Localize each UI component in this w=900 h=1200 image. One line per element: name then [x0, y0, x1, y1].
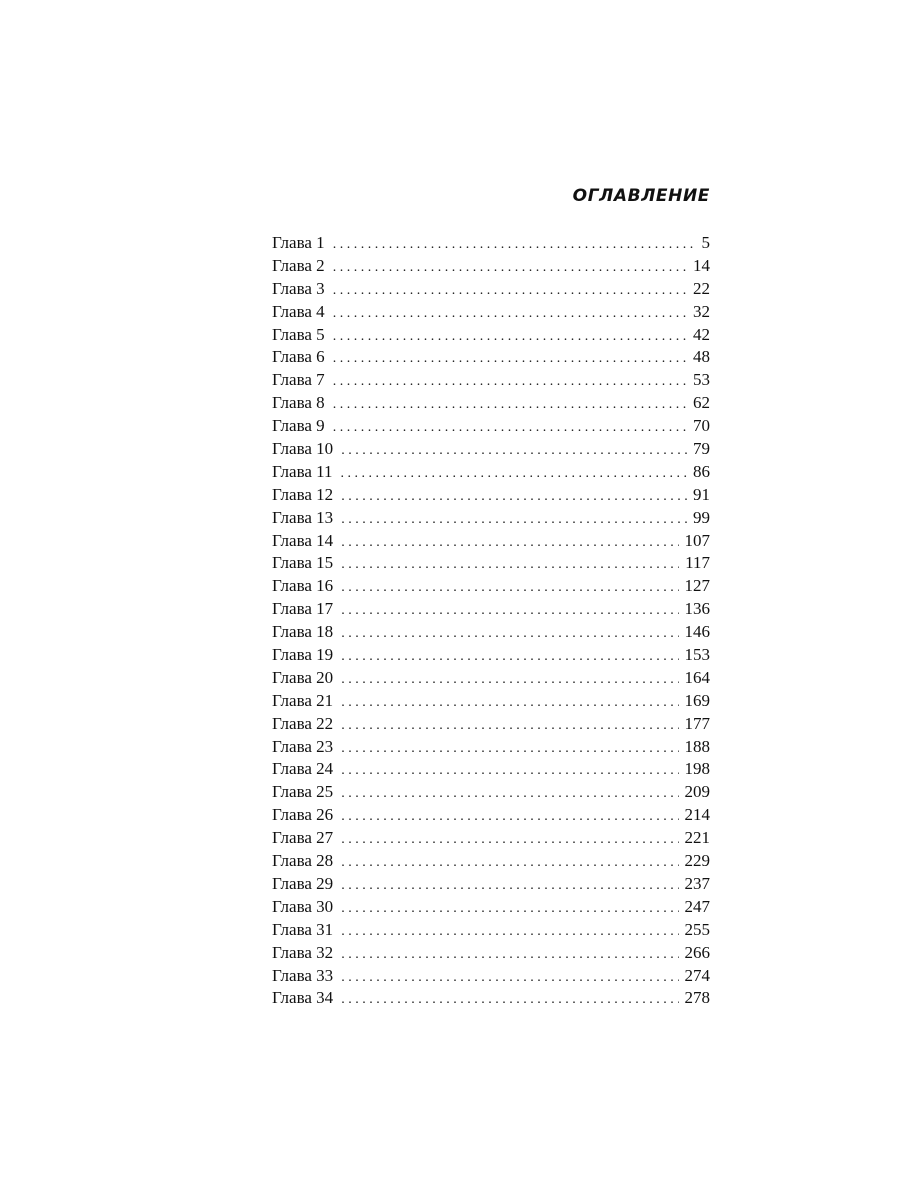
toc-entry[interactable]	[272, 461, 710, 484]
toc-entry-page-number: 99	[693, 507, 710, 527]
dot-leader	[333, 303, 687, 326]
dot-leader	[341, 783, 678, 806]
toc-entry-page-number: 32	[693, 301, 710, 321]
toc-entry-label: Глава 3	[272, 278, 325, 298]
toc-entry[interactable]	[272, 301, 710, 324]
dot-leader	[341, 829, 678, 852]
toc-entry[interactable]	[272, 644, 710, 667]
toc-entry-page-number: 22	[693, 278, 710, 298]
toc-entry-label: Глава 5	[272, 324, 325, 344]
toc-entry-label: Глава 20	[272, 667, 334, 687]
toc-entry-page-number: 48	[693, 347, 710, 367]
toc-entry-label: Глава 14	[272, 530, 334, 550]
toc-entry-label: Глава 16	[272, 576, 334, 596]
toc-entry-label: Глава 33	[272, 965, 334, 985]
toc-entry-page-number: 198	[684, 759, 710, 779]
toc-entry-page-number: 53	[693, 370, 710, 390]
toc-entry-page-number: 266	[684, 942, 710, 962]
dot-leader	[341, 921, 678, 944]
dot-leader	[341, 875, 678, 898]
dot-leader	[333, 348, 687, 371]
toc-entry-label: Глава 10	[272, 439, 334, 459]
toc-entry-label: Глава 21	[272, 690, 334, 710]
toc-entry[interactable]	[272, 781, 710, 804]
toc-entry[interactable]	[272, 369, 710, 392]
toc-entry-label: Глава 26	[272, 805, 334, 825]
toc-entry-label: Глава 22	[272, 713, 334, 733]
toc-entry-label: Глава 23	[272, 736, 334, 756]
dot-leader	[341, 692, 678, 715]
toc-entry[interactable]	[272, 415, 710, 438]
toc-entry-page-number: 42	[693, 324, 710, 344]
toc-entry[interactable]	[272, 850, 710, 873]
toc-entry-label: Глава 28	[272, 851, 334, 871]
dot-leader	[341, 967, 678, 990]
table-of-contents	[272, 232, 710, 1010]
toc-entry[interactable]	[272, 873, 710, 896]
dot-leader	[341, 806, 678, 829]
toc-entry-page-number: 79	[693, 439, 710, 459]
toc-entry[interactable]	[272, 346, 710, 369]
toc-entry[interactable]	[272, 232, 710, 255]
toc-entry[interactable]	[272, 804, 710, 827]
toc-entry-page-number: 62	[693, 393, 710, 413]
toc-entry-label: Глава 24	[272, 759, 334, 779]
toc-entry[interactable]	[272, 278, 710, 301]
toc-entry[interactable]	[272, 942, 710, 965]
toc-entry[interactable]	[272, 713, 710, 736]
toc-entry-label: Глава 9	[272, 416, 325, 436]
dot-leader	[341, 532, 678, 555]
toc-entry-page-number: 188	[684, 736, 710, 756]
dot-leader	[333, 326, 687, 349]
dot-leader	[333, 234, 696, 257]
toc-entry-label: Глава 27	[272, 828, 334, 848]
toc-entry[interactable]	[272, 438, 710, 461]
toc-entry[interactable]	[272, 530, 710, 553]
toc-entry-page-number: 237	[684, 873, 710, 893]
toc-entry-page-number: 5	[701, 233, 710, 252]
dot-leader	[341, 852, 678, 875]
toc-entry-label: Глава 12	[272, 484, 334, 504]
toc-entry[interactable]	[272, 690, 710, 713]
toc-entry-label: Глава 13	[272, 507, 334, 527]
toc-entry-page-number: 278	[684, 988, 710, 1008]
toc-entry[interactable]	[272, 758, 710, 781]
toc-entry[interactable]	[272, 255, 710, 278]
toc-entry-label: Глава 15	[272, 553, 334, 573]
dot-leader	[341, 440, 687, 463]
toc-entry-page-number: 117	[685, 553, 710, 573]
dot-leader	[341, 944, 678, 967]
toc-entry-label: Глава 25	[272, 782, 334, 802]
dot-leader	[341, 738, 678, 761]
toc-entry[interactable]	[272, 987, 710, 1010]
toc-entry[interactable]	[272, 507, 710, 530]
toc-entry-label: Глава 8	[272, 393, 325, 413]
toc-entry[interactable]	[272, 736, 710, 759]
toc-entry-label: Глава 34	[272, 988, 334, 1008]
toc-entry-label: Глава 32	[272, 942, 334, 962]
dot-leader	[333, 257, 687, 280]
toc-entry-label: Глава 11	[272, 461, 333, 481]
toc-entry-label: Глава 18	[272, 622, 334, 642]
dot-leader	[341, 898, 678, 921]
toc-entry-label: Глава 30	[272, 896, 334, 916]
toc-entry-label: Глава 29	[272, 873, 334, 893]
dot-leader	[341, 760, 678, 783]
toc-entry[interactable]	[272, 484, 710, 507]
toc-entry-page-number: 107	[684, 530, 710, 550]
toc-entry-page-number: 247	[684, 896, 710, 916]
toc-entry[interactable]	[272, 667, 710, 690]
toc-entry[interactable]	[272, 552, 710, 575]
toc-entry-page-number: 164	[684, 667, 710, 687]
dot-leader	[341, 463, 687, 486]
toc-entry[interactable]	[272, 324, 710, 347]
dot-leader	[333, 394, 687, 417]
toc-entry[interactable]	[272, 598, 710, 621]
toc-entry[interactable]	[272, 621, 710, 644]
toc-entry-page-number: 136	[684, 599, 710, 619]
toc-entry-page-number: 86	[693, 461, 710, 481]
toc-entry-label: Глава 6	[272, 347, 325, 367]
dot-leader	[341, 600, 678, 623]
dot-leader	[341, 989, 678, 1012]
toc-entry-page-number: 153	[684, 645, 710, 665]
dot-leader	[341, 554, 679, 577]
dot-leader	[341, 669, 678, 692]
toc-entry-page-number: 214	[684, 805, 710, 825]
toc-entry-page-number: 70	[693, 416, 710, 436]
toc-entry-label: Глава 19	[272, 645, 334, 665]
dot-leader	[333, 371, 687, 394]
toc-entry[interactable]	[272, 575, 710, 598]
toc-entry-label: Глава 17	[272, 599, 334, 619]
toc-entry[interactable]	[272, 965, 710, 988]
toc-entry-page-number: 14	[693, 255, 710, 275]
toc-entry-page-number: 169	[684, 690, 710, 710]
dot-leader	[341, 623, 678, 646]
toc-entry-page-number: 177	[684, 713, 710, 733]
dot-leader	[333, 280, 687, 303]
dot-leader	[333, 417, 687, 440]
toc-entry[interactable]	[272, 392, 710, 415]
toc-entry[interactable]	[272, 896, 710, 919]
page-title: ОГЛАВЛЕНИЕ	[572, 186, 710, 206]
toc-entry-label: Глава 2	[272, 255, 325, 275]
toc-entry-page-number: 255	[684, 919, 710, 939]
toc-entry-page-number: 209	[684, 782, 710, 802]
toc-entry-label: Глава 4	[272, 301, 325, 321]
toc-entry-label: Глава 31	[272, 919, 334, 939]
toc-entry-page-number: 91	[693, 484, 710, 504]
dot-leader	[341, 577, 678, 600]
dot-leader	[341, 646, 678, 669]
toc-entry-page-number: 221	[684, 828, 710, 848]
toc-entry-page-number: 127	[684, 576, 710, 596]
dot-leader	[341, 715, 678, 738]
toc-entry-page-number: 229	[684, 851, 710, 871]
toc-entry[interactable]	[272, 827, 710, 850]
toc-entry-page-number: 146	[684, 622, 710, 642]
dot-leader	[341, 509, 687, 532]
toc-entry-label: Глава 1	[272, 233, 325, 252]
toc-entry[interactable]	[272, 919, 710, 942]
dot-leader	[341, 486, 687, 509]
toc-entry-page-number: 274	[684, 965, 710, 985]
toc-entry-label: Глава 7	[272, 370, 325, 390]
